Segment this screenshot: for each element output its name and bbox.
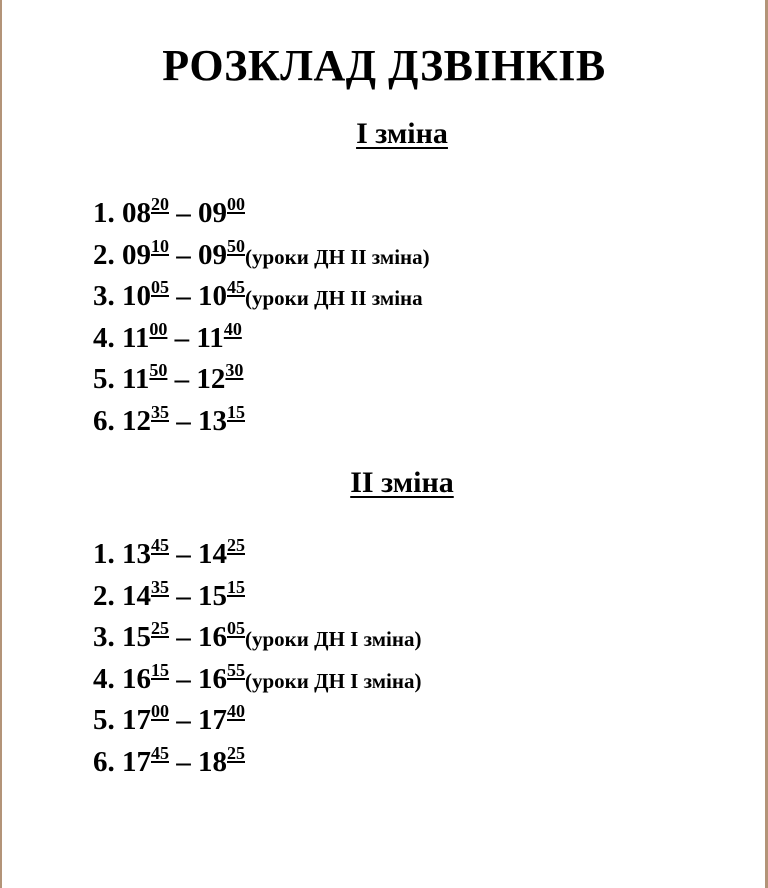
end-hour: 12 (196, 363, 226, 395)
start-minute: 35 (151, 401, 169, 422)
time-dash: – (176, 662, 191, 695)
lesson-number: 4. (93, 662, 115, 695)
lesson-number: 6. (93, 745, 115, 778)
end-minute: 55 (227, 659, 245, 680)
end-minute: 50 (227, 235, 245, 256)
lesson-number: 6. (93, 404, 115, 437)
lesson-number: 3. (93, 621, 115, 653)
end-hour: 16 (198, 621, 227, 653)
lesson-row (93, 193, 430, 235)
time-dash: – (176, 280, 191, 312)
shift-2-heading: ІІ зміна (350, 466, 454, 499)
start-minute: 05 (151, 277, 169, 297)
lesson-number: 3. (93, 280, 115, 312)
start-hour: 11 (122, 363, 150, 395)
lesson-row (93, 742, 421, 784)
end-hour: 10 (198, 280, 227, 312)
shift-1-schedule (93, 193, 430, 442)
start-minute: 10 (151, 235, 169, 256)
start-hour: 09 (122, 238, 151, 271)
lesson-row (93, 318, 430, 360)
end-minute: 00 (227, 194, 245, 214)
end-hour: 16 (198, 662, 227, 695)
lesson-number: 4. (93, 321, 115, 354)
start-hour: 11 (122, 321, 150, 354)
lesson-row (93, 576, 421, 618)
time-dash: – (176, 404, 191, 437)
start-minute: 45 (151, 742, 169, 763)
time-dash: – (174, 363, 190, 395)
time-dash: – (176, 538, 191, 570)
end-hour: 15 (198, 579, 227, 612)
end-minute: 45 (227, 277, 245, 297)
end-hour: 13 (198, 404, 227, 437)
end-hour: 09 (198, 238, 227, 271)
lesson-row (93, 235, 430, 277)
end-hour: 17 (198, 704, 227, 736)
start-minute: 35 (151, 576, 169, 597)
lesson-number: 5. (93, 363, 115, 395)
end-minute: 40 (227, 701, 245, 721)
start-hour: 14 (122, 579, 151, 612)
end-hour: 09 (198, 197, 227, 229)
lesson-row (93, 276, 430, 318)
time-dash: – (176, 745, 191, 778)
time-dash: – (174, 321, 190, 354)
time-dash: – (176, 238, 191, 271)
start-hour: 17 (122, 704, 151, 736)
shift-2-schedule (93, 534, 421, 783)
lesson-note: (уроки ДН ІІ зміна) (245, 244, 430, 269)
end-minute: 40 (223, 318, 242, 339)
end-minute: 30 (225, 360, 244, 380)
lesson-row (93, 617, 421, 659)
start-hour: 08 (122, 197, 151, 229)
page-title: РОЗКЛАД ДЗВІНКІВ (162, 41, 606, 90)
end-minute: 15 (227, 576, 245, 597)
start-hour: 12 (122, 404, 151, 437)
end-hour: 14 (198, 538, 227, 570)
start-minute: 25 (151, 618, 169, 638)
end-minute: 25 (227, 742, 245, 763)
start-minute: 00 (149, 318, 168, 339)
time-dash: – (176, 621, 191, 653)
end-hour: 18 (198, 745, 227, 778)
lesson-number: 5. (93, 704, 115, 736)
shift-1-heading: І зміна (356, 117, 448, 150)
time-dash: – (176, 704, 191, 736)
lesson-note: (уроки ДН І зміна) (245, 668, 422, 693)
start-minute: 00 (151, 701, 169, 721)
end-minute: 05 (227, 618, 245, 638)
lesson-row (93, 659, 421, 701)
start-minute: 50 (149, 360, 168, 380)
start-hour: 16 (122, 662, 151, 695)
end-hour: 11 (196, 321, 224, 354)
start-minute: 15 (151, 659, 169, 680)
start-minute: 20 (151, 194, 169, 214)
lesson-number: 2. (93, 579, 115, 612)
lesson-row (93, 700, 421, 742)
lesson-number: 1. (93, 197, 115, 229)
lesson-note: (уроки ДН І зміна) (245, 627, 422, 651)
start-hour: 10 (122, 280, 151, 312)
start-hour: 17 (122, 745, 151, 778)
lesson-row (93, 534, 421, 576)
start-hour: 13 (122, 538, 151, 570)
time-dash: – (176, 197, 191, 229)
lesson-row (93, 401, 430, 443)
time-dash: – (176, 579, 191, 612)
lesson-row (93, 359, 430, 401)
lesson-note: (уроки ДН ІІ зміна (245, 286, 423, 310)
lesson-number: 2. (93, 238, 115, 271)
end-minute: 15 (227, 401, 245, 422)
lesson-number: 1. (93, 538, 115, 570)
end-minute: 25 (227, 535, 245, 555)
start-minute: 45 (151, 535, 169, 555)
start-hour: 15 (122, 621, 151, 653)
